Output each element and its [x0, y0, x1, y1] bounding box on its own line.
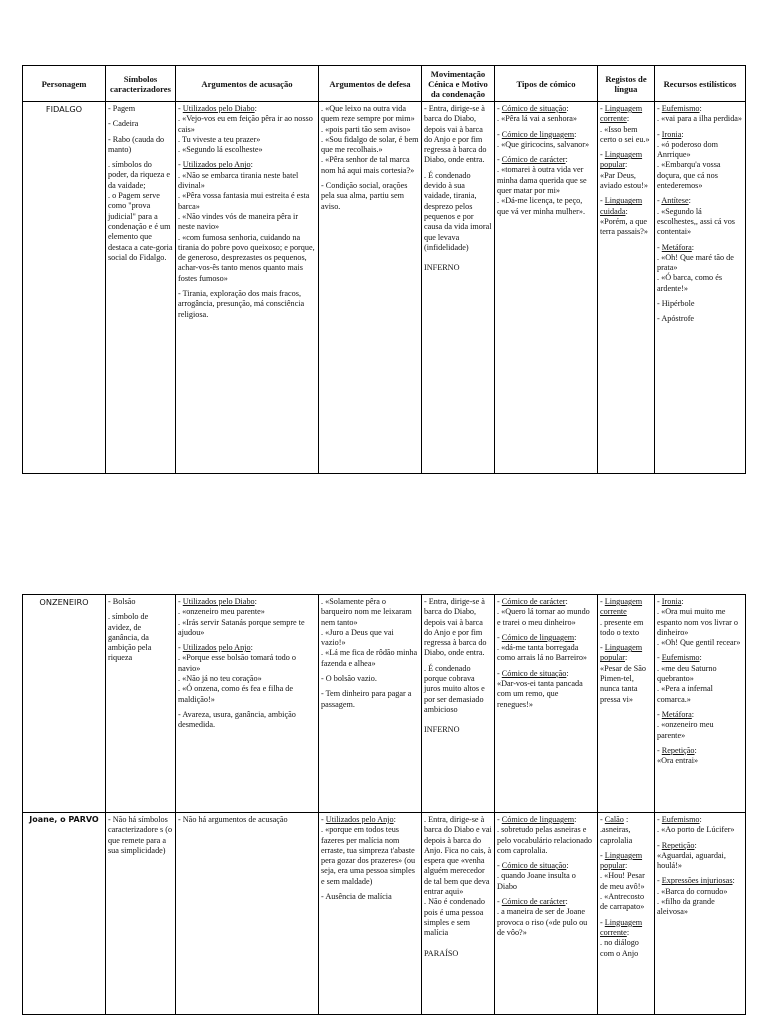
cell-line: - Cómico de carácter: [497, 897, 568, 907]
cell-line: - Eufemismo: [657, 104, 702, 113]
cell-line: - Não há símbolos caracterizadore s (o que remete para a sua simplicidade) [108, 815, 173, 855]
cell-line: . «onzeneiro meu parente» [657, 720, 714, 740]
cell-line: «Dar-vos-ei tanta pancada com um remo, que renegues!» [497, 679, 583, 709]
table-page-2 [22, 594, 746, 1015]
cell-line: - Cómico de situação: [497, 104, 569, 113]
cell-line: . sobretudo pelas asneiras e pelo vocabulário relacionado com caprolalia. [497, 825, 593, 855]
cell-line: - Cómico de situação: [497, 668, 569, 678]
cell-acusacao [176, 813, 319, 1015]
cell-line: . «dá-me tanta borregada como arrais lá no Barreiro» [497, 643, 588, 663]
cell-simbolos [106, 813, 176, 1015]
cell-line: . «Ó onzena, como és fea e filha de maldição!» [178, 684, 294, 704]
cell-line: - Cómico de linguagem: [497, 815, 577, 824]
cell-line: . «vai para a ilha perdida» [657, 114, 743, 124]
cell-movimentacao [422, 102, 495, 474]
cell-line: . «Dá-me licença, te peço, que vá ver minha mulher». [497, 196, 585, 216]
cell-line: . «Solamente pêra o barqueiro nom me leixaram nem tanto» [321, 597, 412, 627]
cell-line: - Não há argumentos de acusação [178, 815, 288, 824]
cell-line: «Porém, a que terra passais?» [600, 216, 648, 237]
cell-line: . «Vejo-vos eu em feição pêra ir ao nosso cais» [178, 114, 313, 134]
cell-line: . «Pera a infernal comarca.» [657, 684, 713, 704]
cell-line: - Rabo (cauda do manto) [108, 134, 165, 154]
cell-line: . Entra, dirige-se à barca do Diabo e vai depois à barca do Anjo. Fica no cais, à espera que «venha alguém merecedor de tal bem que deva entrar aqui» [424, 815, 492, 897]
cell-movimentacao [422, 813, 495, 1015]
cell-registos [598, 102, 655, 474]
cell-line: . «Não já no teu coração» [178, 674, 262, 684]
cell-line: - Tirania, exploração dos mais fracos, arrogância, presunção, má consciência religiosa. [178, 289, 305, 319]
cell-line: - Bolsão [108, 597, 136, 606]
cell-line: «Par Deus, aviado estou!» [600, 170, 648, 191]
cell-registos [598, 595, 655, 813]
cell-line: . no diálogo com o Anjo [600, 938, 639, 958]
cell-recursos [655, 813, 746, 1015]
cell-line: - Utilizados pelo Diabo: [178, 597, 257, 606]
cell-line: . «Ao porto de Lúcifer» [657, 825, 735, 835]
cell-line: - Cómico de situação: [497, 861, 569, 871]
cell-line: - Tem dinheiro para pagar a passagem. [321, 689, 412, 709]
cell-line: - Eufemismo: [657, 653, 702, 663]
cell-movimentacao [422, 595, 495, 813]
header-simbolos: Símbolos caracterizadores [106, 66, 176, 102]
cell-line: . «Barca do cornudo» [657, 886, 728, 896]
cell-line: - Repetição: [657, 745, 697, 755]
cell-line: - Hipérbole [657, 299, 695, 309]
character-name: FIDALGO [23, 102, 106, 474]
cell-acusacao [176, 102, 319, 474]
cell-comico [495, 102, 598, 474]
cell-line: . «Juro a Deus que vai vazio!» [321, 627, 394, 648]
cell-line: - Entra, dirige-se à barca do Diabo, depois vai à barca do Anjo e por fim regressa à barca do Diabo, onde entra. [424, 597, 487, 658]
cell-line: . «ó poderoso dom Anrrique» [657, 139, 718, 160]
cell-line: «Ora entrai» [657, 756, 699, 766]
cell-line: - Cadeira [108, 119, 139, 129]
cell-line: . «tomarei à outra vida ver minha dama querida que se quer matar por mi» [497, 165, 587, 196]
cell-line: - Entra, dirige-se à barca do Diabo, depois vai à barca do Anjo e por fim regressa à barca do Diabo, onde entra. [424, 104, 487, 165]
cell-line: . «filho da grande aleivosa» [657, 897, 715, 917]
cell-line: - Ironia: [657, 129, 684, 139]
cell-line: .asneiras, caprolalia [600, 825, 633, 845]
cell-line: . «Lá me fica de rôdão minha fazenda e alhea» [321, 648, 418, 668]
cell-line: . «me deu Saturno quebranto» [657, 663, 717, 684]
cell-line: - Apóstrofe [657, 314, 695, 324]
header-movimentacao: Movimentação Cénica e Motivo da condenação [422, 66, 495, 102]
cell-line: . «Pêra vossa fantasia mui estreita é esta barca» [178, 191, 310, 211]
cell-line: . «Ora mui muito me espanto nom vos livrar o dinheiro» [657, 607, 738, 637]
table-row [23, 813, 746, 1015]
cell-defesa [319, 813, 422, 1015]
cell-line: - Pagem [108, 104, 136, 113]
cell-comico [495, 595, 598, 813]
cell-line: - Cómico de carácter: [497, 597, 568, 606]
character-name: ONZENEIRO [23, 595, 106, 813]
cell-line: . «onzeneiro meu parente» [178, 607, 265, 617]
cell-line: - Condição social, orações pela sua alma, partiu sem aviso. [321, 181, 408, 211]
cell-line: - Antítese: [657, 196, 691, 206]
cell-line: - Metáfora: [657, 709, 695, 719]
cell-line: . a maneira de ser de Joane provoca o riso («de pulo ou de vôo?» [497, 907, 588, 937]
cell-line: - Avareza, usura, ganância, ambição desmedida. [178, 709, 296, 730]
cell-line: . quando Joane insulta o Diabo [497, 871, 576, 891]
cell-line: - Repetição: [657, 840, 697, 850]
cell-line: . presente em todo o texto [600, 617, 644, 637]
cell-line: PARAÍSO [424, 948, 459, 958]
cell-line: . «Ó barca, como és ardente!» [657, 273, 723, 293]
cell-line: . Não é condenado pois é uma pessoa simples e sem malícia [424, 897, 485, 938]
cell-line: - Calão : [600, 815, 629, 824]
cell-line: - Cómico de linguagem: [497, 129, 577, 139]
cell-line: - O bolsão vazio. [321, 674, 377, 684]
cell-line: . «com fumosa senhoria, cuidando na tirania do pobre povo queixoso; e porque, de generoso, desprezastes os pequenos, achar-vos-ês tanto menos quanto mais fostes fumoso» [178, 232, 315, 283]
cell-line: - Linguagem corrente: [600, 104, 643, 124]
cell-line: «Pesar de São Pimen-tel, nunca tanta pressa vi» [600, 663, 646, 704]
cell-line: . «Pêra senhor de tal marca nom há aqui mais cortesia?» [321, 155, 415, 175]
cell-line: . «Hou! Pesar de meu avô!» [600, 871, 645, 891]
cell-line: . «Embarqu'a vossa doçura, que cá nos entederemos» [657, 160, 721, 191]
cell-line: INFERNO [424, 725, 460, 735]
cell-line: - Linguagem corrente [600, 597, 643, 617]
cell-line: - Utilizados pelo Diabo: [178, 104, 257, 113]
header-comico: Tipos de cómico [495, 66, 598, 102]
cell-line: - Eufemismo: [657, 815, 702, 824]
cell-line: - Utilizados pelo Anjo: [321, 815, 396, 824]
cell-line: . «Segundo lá escolheste» [178, 145, 263, 155]
cell-line: . «Isso bem certo o sei eu.» [600, 124, 650, 144]
cell-line: - Linguagem popular: [600, 850, 643, 871]
cell-line: «Aguardai, aguardai, houlá!» [657, 850, 726, 871]
cell-line: . «Que leixo na outra vida quem reze sempre por mim» [321, 104, 415, 124]
header-row [23, 66, 746, 102]
cell-line: . «Sou fidalgo de solar, é bem que me recolhais.» [321, 134, 419, 155]
cell-recursos [655, 595, 746, 813]
cell-line: - Linguagem popular: [600, 150, 643, 170]
cell-line: . «porque em todos teus fazeres per malícia nom erraste, tua simpreza t'abaste pera gozar dos prazeres» (ou seja, era uma pessoa simples e sem maldade) [321, 825, 416, 886]
cell-line: . o Pagem serve como "prova judicial" para a condenação e é um elemento que destaca a cate-goria social do Fidalgo. [108, 191, 173, 262]
cell-line: . «Pêra lá vai a senhora» [497, 114, 578, 124]
table-row [23, 102, 746, 474]
cell-line: - Utilizados pelo Anjo: [178, 643, 253, 653]
cell-line: . «Segundo lá escolhestes,, assi cá vos contentai» [657, 206, 735, 237]
cell-line: - Expressões injuriosas: [657, 876, 735, 886]
cell-line: . «Que giricocins, salvanor» [497, 139, 590, 149]
cell-registos [598, 813, 655, 1015]
cell-line: . símbolos do poder, da riqueza e da vaidade; [108, 160, 170, 190]
cell-acusacao [176, 595, 319, 813]
cell-defesa [319, 595, 422, 813]
cell-line: - Linguagem popular: [600, 643, 643, 663]
header-defesa: Argumentos de defesa [319, 66, 422, 102]
cell-line: - Ausência de malícia [321, 892, 392, 902]
cell-line: . É condenado porque cobrava juros muito altos e por ser demasiado ambicioso [424, 663, 485, 714]
cell-line: . símbolo de avidez, de ganância, da ambição pela riqueza [108, 612, 152, 663]
cell-defesa [319, 102, 422, 474]
cell-line: - Linguagem cuidada: [600, 196, 643, 216]
cell-recursos [655, 102, 746, 474]
cell-line: . «Quero lá tornar ao mundo e trarei o meu dinheiro» [497, 607, 590, 627]
cell-line: . «Irás servir Satanás porque sempre te ajudou» [178, 617, 305, 637]
cell-simbolos [106, 595, 176, 813]
cell-line: . Tu viveste a teu prazer» [178, 134, 261, 144]
cell-line: - Utilizados pelo Anjo: [178, 160, 253, 170]
cell-line: . «Antrecosto de carrapato» [600, 892, 645, 912]
cell-line: . «Não vindes vós de maneira pêra ir neste navio» [178, 211, 299, 232]
header-recursos: Recursos estilísticos [655, 66, 746, 102]
cell-line: - Linguagem corrente: [600, 917, 643, 937]
cell-line: - Cómico de carácter: [497, 155, 568, 165]
cell-line: . «Porque esse bolsão tomará todo o navio» [178, 653, 297, 673]
cell-line: - Metáfora: [657, 242, 695, 252]
cell-comico [495, 813, 598, 1015]
cell-line: . «Oh! Que maré tão de prata» [657, 252, 734, 273]
cell-line: . «Não se embarca tirania neste batel divinal» [178, 170, 299, 191]
cell-line: INFERNO [424, 263, 460, 273]
character-name: Joane, o PARVO [23, 813, 106, 1015]
cell-line: . «Oh! Que gentil recear» [657, 638, 741, 648]
cell-line: . «pois parti tão sem aviso» [321, 124, 411, 134]
header-personagem: Personagem [23, 66, 106, 102]
cell-line: - Cómico de linguagem: [497, 632, 577, 642]
header-acusacao: Argumentos de acusação [176, 66, 319, 102]
cell-line: . É condenado devido à sua vaidade, tirania, desprezo pelos pequenos e por causa da vida imoral que levava (infidelidade) [424, 170, 492, 252]
table-page-1 [22, 65, 746, 474]
header-registos: Registos de língua [598, 66, 655, 102]
table-row [23, 595, 746, 813]
cell-simbolos [106, 102, 176, 474]
cell-line: - Ironia: [657, 597, 684, 606]
